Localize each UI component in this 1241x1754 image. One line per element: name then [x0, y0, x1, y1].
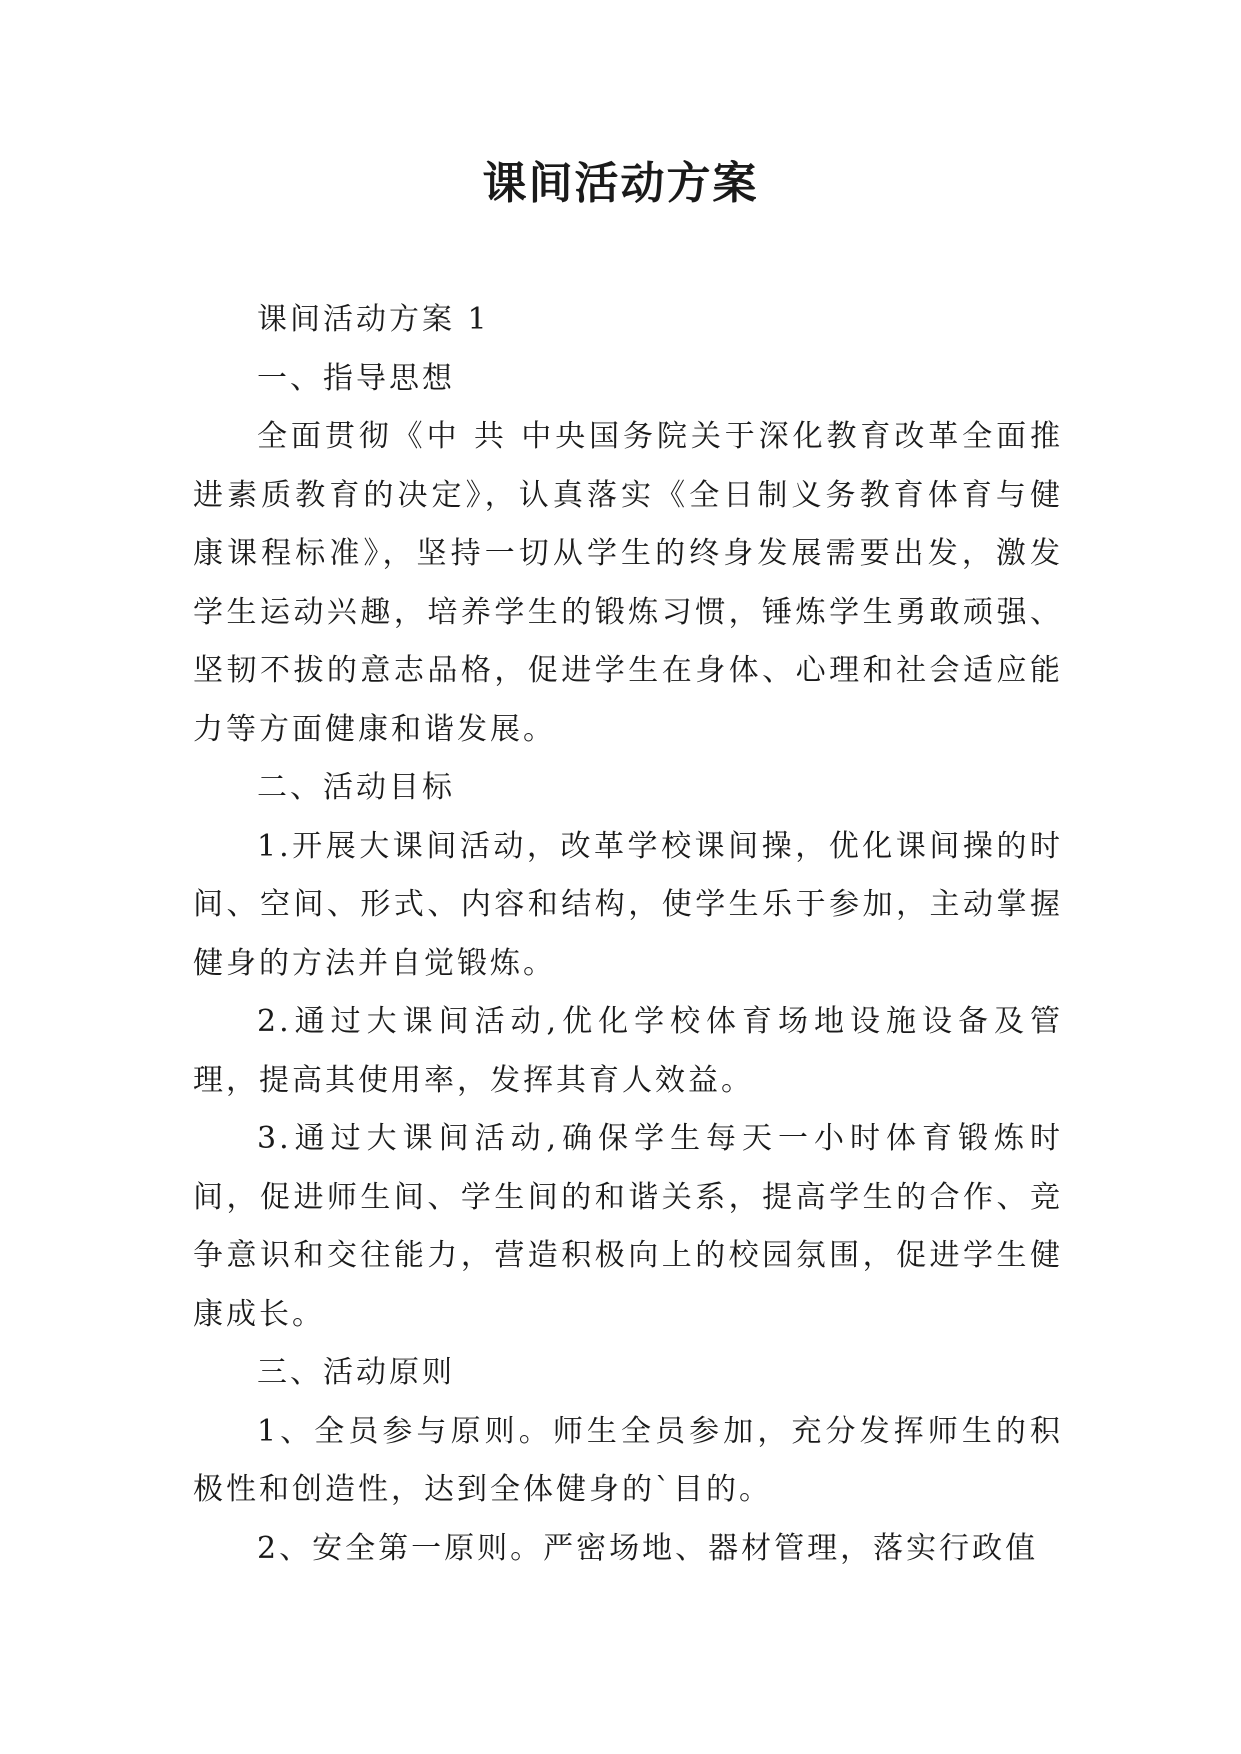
paragraph-goal-2: 2.通过大课间活动,优化学校体育场地设施设备及管理，提高其使用率，发挥其育人效益。: [193, 1004, 1063, 1098]
paragraph-goal-3: 3.通过大课间活动,确保学生每天一小时体育锻炼时间，促进师生间、学生间的和谐关系，提高学生的合作、竞争意识和交往能力，营造积极向上的校园氛围，促进学生健康成长。: [193, 1121, 1063, 1332]
heading-activity-principles: 三、活动原则: [257, 1355, 455, 1390]
heading-guiding-ideology: 一、指导思想: [257, 360, 455, 396]
heading-activity-goals: 二、活动目标: [257, 770, 455, 805]
paragraph-principle-2: 2、安全第一原则。严密场地、器材管理，落实行政值: [257, 1530, 1039, 1566]
document-body: [193, 291, 1063, 1578]
paragraph-guiding-ideology: 全面贯彻《中 共 中央国务院关于深化教育改革全面推进素质教育的决定》，认真落实《全日制义务教育体育与健康课程标准》，坚持一切从学生的终身发展需要出发，激发学生运动兴趣，培养学生的锻炼习惯，锤炼学生勇敢顽强、坚韧不拔的意志品格，促进学生在身体、心理和社会适应能力等方面健康和谐发展。: [193, 419, 1063, 747]
paragraph-goal-1: 1.开展大课间活动，改革学校课间操，优化课间操的时间、空间、形式、内容和结构，使学生乐于参加，主动掌握健身的方法并自觉锻炼。: [193, 828, 1063, 981]
section-subtitle: 课间活动方案 1: [257, 302, 490, 337]
paragraph-principle-1: 1、全员参与原则。师生全员参加，充分发挥师生的积极性和创造性，达到全体健身的`目的。: [193, 1413, 1063, 1507]
document-title: 课间活动方案: [482, 158, 759, 209]
